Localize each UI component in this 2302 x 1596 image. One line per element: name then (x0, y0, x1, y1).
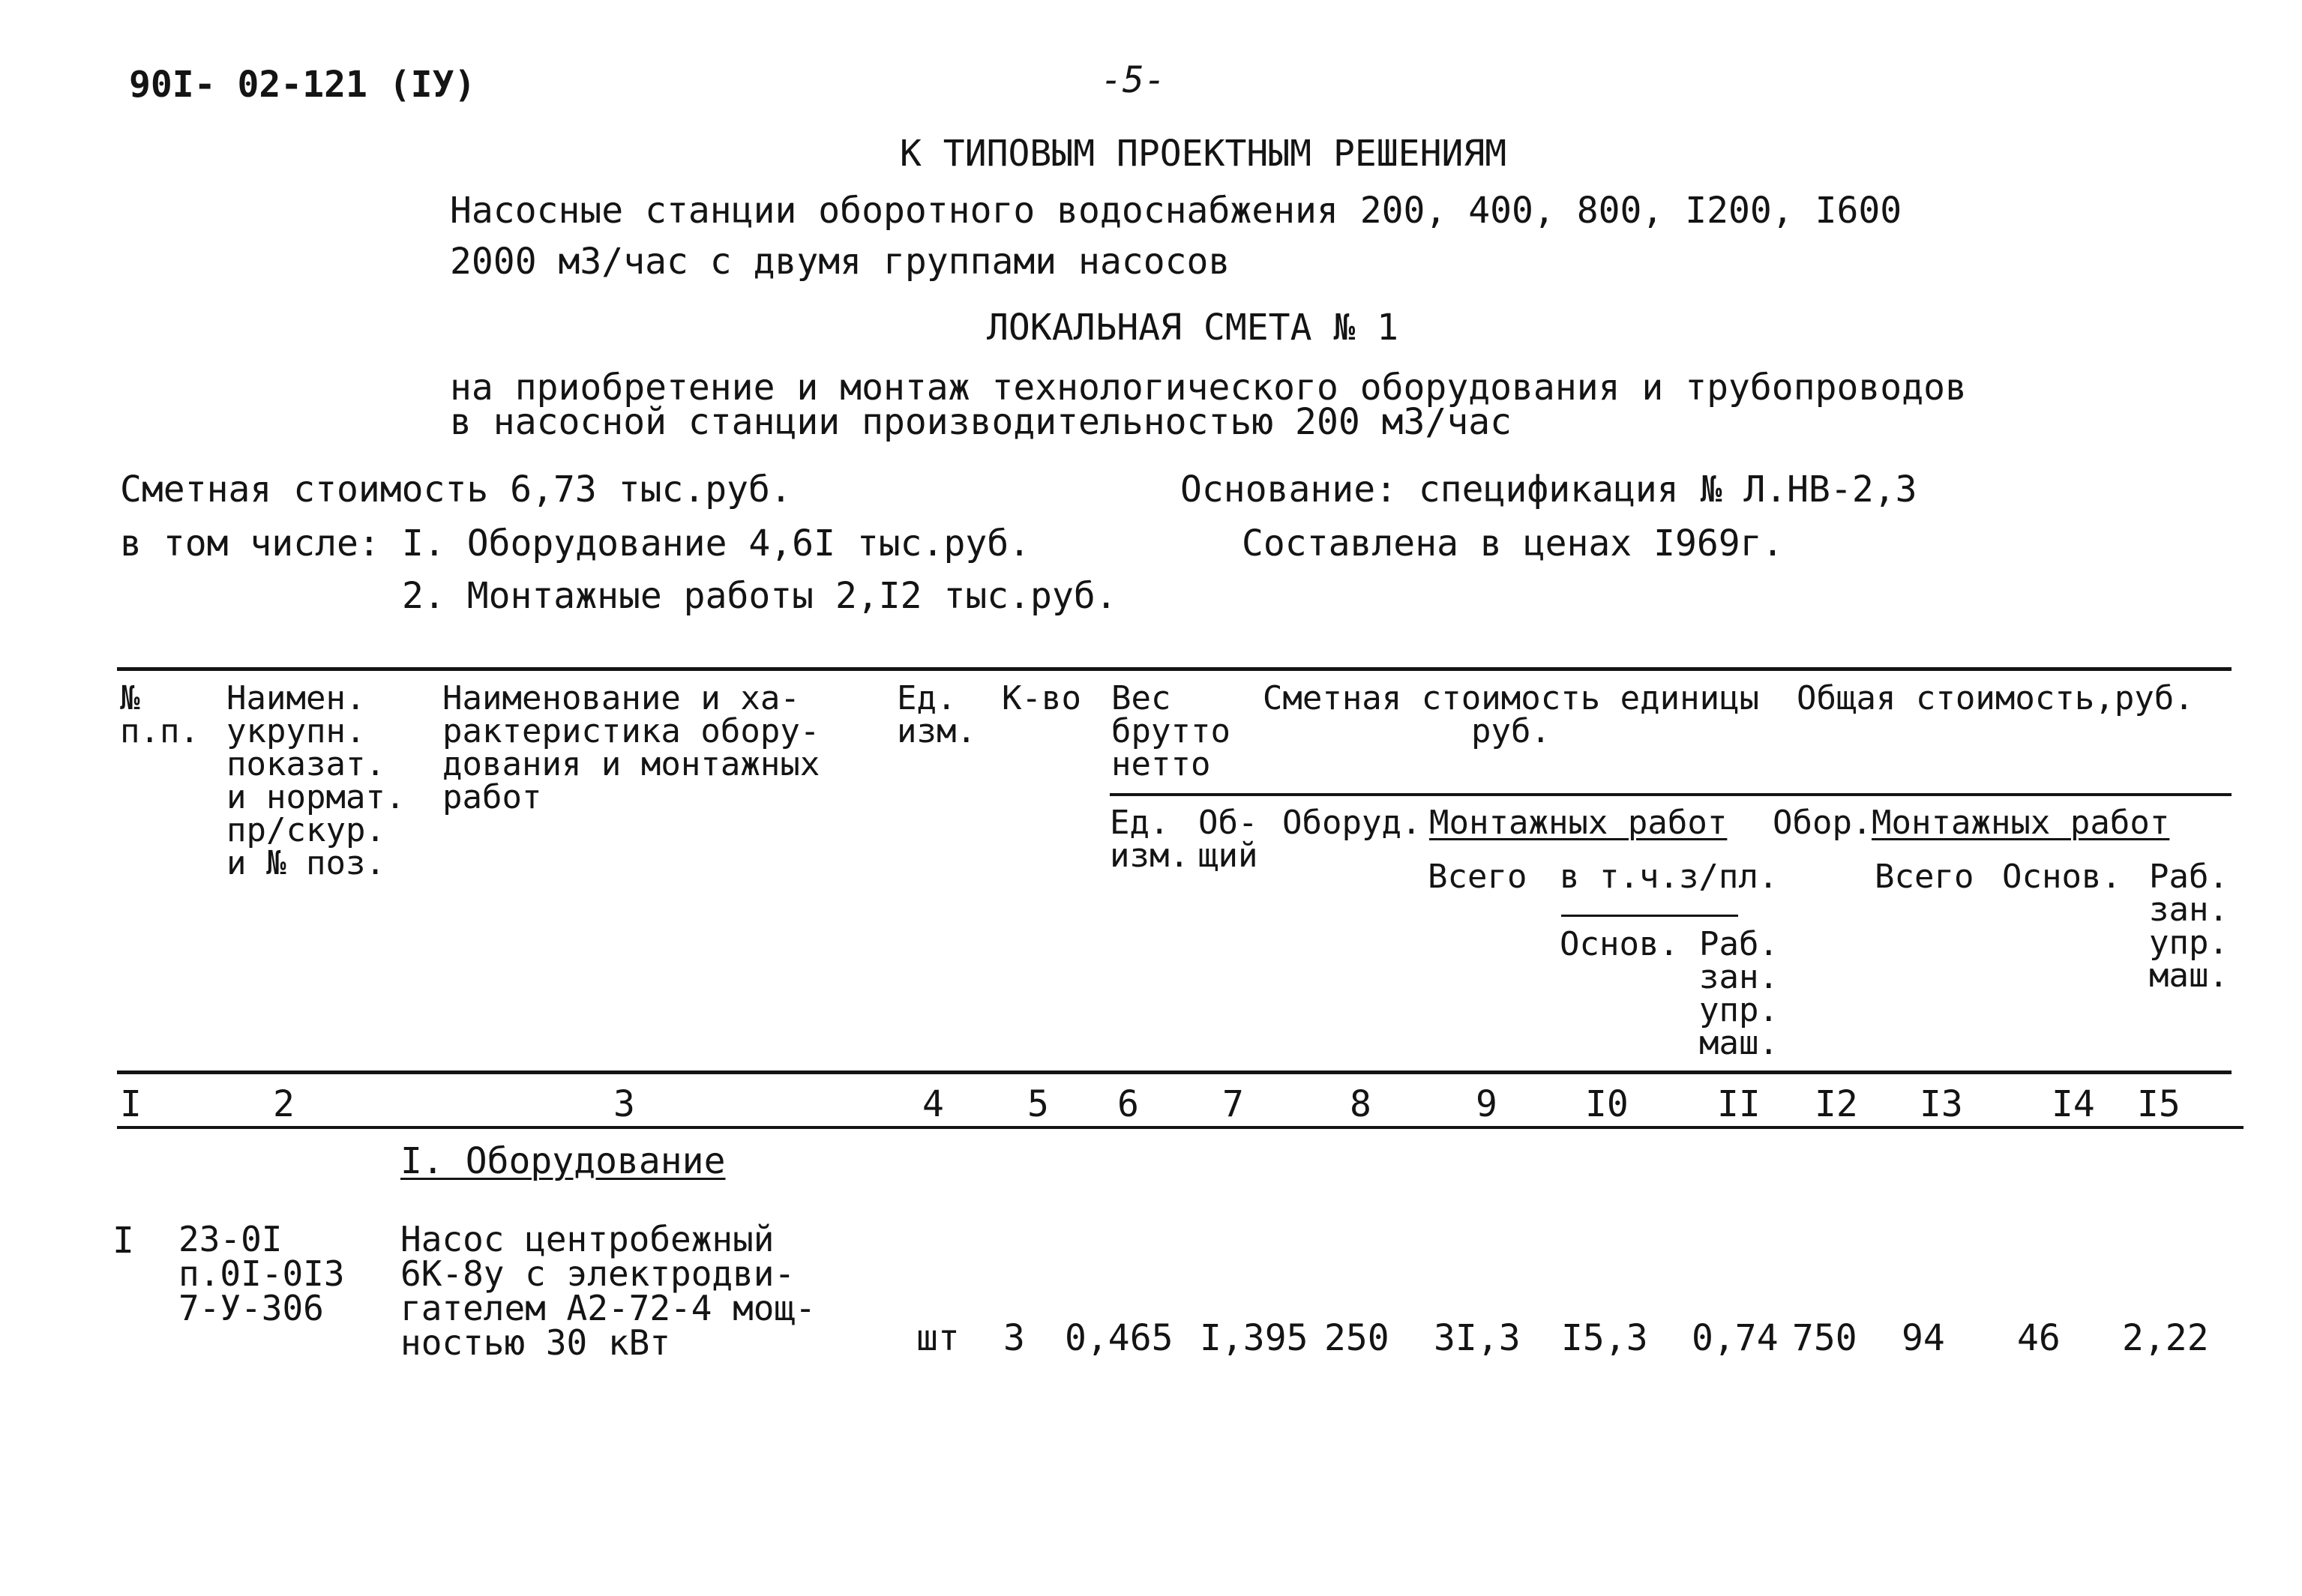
row-name: Насос центробежный 6К-8у с электродви- гателем А2-72-4 мощ- ностью 30 кВт (400, 1219, 816, 1363)
row-total-machine: 2,22 (2122, 1317, 2209, 1359)
header-split-rule (1110, 793, 2232, 796)
col-number: 4 (922, 1083, 944, 1125)
col-number: 7 (1222, 1083, 1244, 1125)
col-number: I2 (1815, 1083, 1858, 1125)
header-weight: Вес брутто нетто (1111, 679, 1230, 783)
header-weight-unit: Ед. изм. (1110, 804, 1189, 875)
prices-line: Составлена в ценах I969г. (1242, 523, 1784, 564)
row-weight-unit: 0,465 (1065, 1317, 1173, 1359)
col-number: 9 (1476, 1083, 1497, 1125)
col-number: 3 (613, 1083, 635, 1125)
header-code: Наимен. укрупн. показат. и нормат. пр/скур. и № поз. (226, 679, 406, 882)
header-all: Всего (1428, 858, 1527, 896)
subtitle-line-2: 2000 м3/час с двумя группами насосов (450, 241, 1230, 283)
col-number: I0 (1585, 1083, 1629, 1125)
document-code: 90I- 02-121 (IУ) (129, 64, 476, 106)
including-mounting: 2. Монтажные работы 2,I2 тыс.руб. (402, 575, 1117, 617)
header-unit: Ед. изм. (897, 679, 976, 750)
header-total-cost: Общая стоимость,руб. (1797, 679, 2194, 717)
col-number: II (1717, 1083, 1761, 1125)
wages-rule (1561, 915, 1738, 917)
col-number: 2 (273, 1083, 295, 1125)
row-machine: 0,74 (1692, 1317, 1779, 1359)
row-total-basic: 46 (2017, 1317, 2061, 1359)
header-bottom-rule (117, 1070, 2232, 1074)
page-number: -5- (1101, 59, 1166, 101)
header-total-all: Всего (1875, 858, 1974, 896)
row-mounting-all: 3I,3 (1434, 1317, 1521, 1359)
row-total-equipment: 750 (1792, 1317, 1857, 1359)
header-total-machine-wages: Раб. зан. упр. маш. (2149, 858, 2229, 995)
section-title: I. Оборудование (400, 1140, 726, 1182)
header-incl-wages: в т.ч.з/пл. (1560, 858, 1779, 896)
row-equipment: 250 (1324, 1317, 1389, 1359)
subtitle-line-1: Насосные станции оборотного водоснабжения 200, 400, 800, I200, I600 (450, 190, 1902, 232)
total-cost: Сметная стоимость 6,73 тыс.руб. (120, 469, 792, 511)
header-name: Наименование и ха- рактеристика обору- дования и монтажных работ (442, 679, 820, 816)
table-top-rule (117, 667, 2232, 671)
header-no: № п.п. (120, 679, 199, 750)
purpose-line-1: на приобретение и монтаж технологического оборудования и трубопроводов (450, 367, 1967, 409)
row-qty: 3 (1003, 1317, 1025, 1359)
header-mounting: Монтажных работ (1429, 804, 1728, 842)
header-equipment: Оборуд. (1282, 804, 1422, 842)
including-equipment: I. Оборудование 4,6I тыс.руб. (402, 523, 1031, 564)
col-number: 5 (1027, 1083, 1049, 1125)
header-total-mounting: Монтажных работ (1872, 804, 2170, 842)
including-label: в том числе: (120, 523, 380, 564)
column-numbers-rule (117, 1126, 2244, 1129)
col-number: I3 (1920, 1083, 1963, 1125)
col-number: 6 (1117, 1083, 1139, 1125)
header-basic: Основ. (1560, 925, 1679, 963)
header-total-basic: Основ. (2002, 858, 2121, 896)
row-no: I (112, 1220, 134, 1262)
col-number: I4 (2052, 1083, 2095, 1125)
row-basic: I5,3 (1561, 1317, 1648, 1359)
col-number: 8 (1350, 1083, 1371, 1125)
row-total-mounting: 94 (1902, 1317, 1945, 1359)
estimate-title: ЛОКАЛЬНАЯ СМЕТА № 1 (987, 307, 1399, 349)
title-line: К ТИПОВЫМ ПРОЕКТНЫМ РЕШЕНИЯМ (900, 133, 1507, 175)
purpose-line-2: в насосной станции производительностью 200 м3/час (450, 401, 1512, 443)
header-unit-cost: Сметная стоимость единицы руб. (1262, 679, 1760, 750)
header-machine-wages: Раб. зан. упр. маш. (1699, 925, 1779, 1062)
col-number: I (120, 1083, 142, 1125)
header-weight-total: Об- щий (1198, 804, 1258, 875)
header-total-equipment: Обор. (1773, 804, 1872, 842)
row-code: 23-0I п.0I-0I3 7-У-306 (178, 1219, 345, 1328)
header-qty: К-во (1002, 679, 1081, 717)
row-unit: шт (916, 1317, 960, 1359)
row-weight-total: I,395 (1200, 1317, 1308, 1359)
col-number: I5 (2137, 1083, 2181, 1125)
basis-line: Основание: спецификация № Л.НВ-2,3 (1180, 469, 1917, 511)
